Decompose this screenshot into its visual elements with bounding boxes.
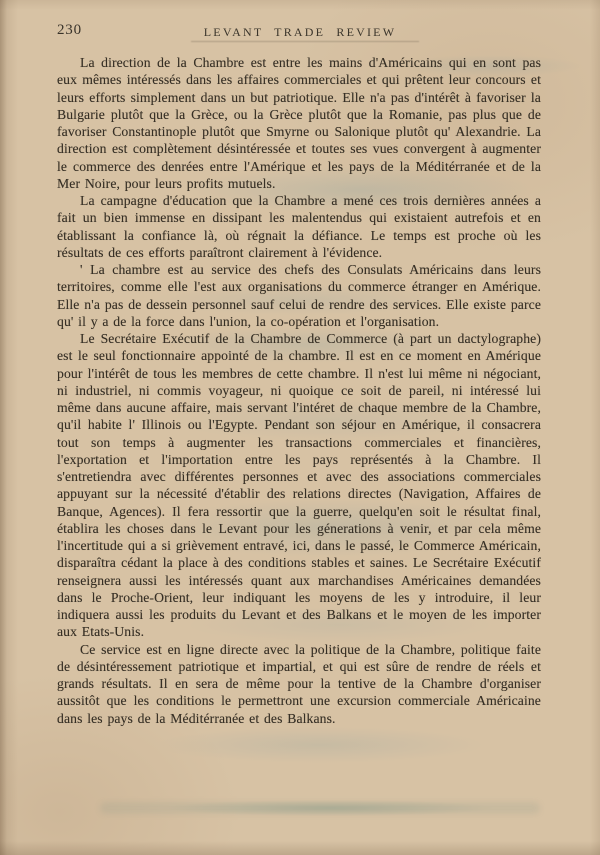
paragraph-2: La campagne d'éducation que la Chambre a mené ces trois dernières années a fait un bien immense en dissipant les malentendus qui existaient autrefois et en établissant la confiance là, où régnait la défiance. Le temps est proche où les résultats de ces efforts paraîtront clairement à l'évidence. [57,193,541,260]
paragraph-1: La direction de la Chambre est entre les mains d'Américains qui en sont pas eux mêmes intéressés dans les affaires commerciales et qui prêtent leur concours et leurs efforts simplement dans un but patriotique. Elle n'a pas d'intérêt à favoriser la Bulgarie plutôt que la Grèce, ou la Grèce plutôt que la Romanie, pas plus que de favoriser Constantinople plutôt que Smyrne ou Salonique plutôt qu' Alexandrie. La direction est complètement désintéressée et toutes ses vues convergent à augmenter le commerce des denrées entre l'Amérique et les pays de la Méditérranée et de la Mer Noire, pour leurs profits mutuels. [57,55,541,191]
paragraph-5: Ce service est en ligne directe avec la politique de la Chambre, politique faite de désintéressement patriotique et impartial, et qui est sûre de rendre de réels et grands résultats. Il en sera de même pour la tentive de la Chambre d'organiser aussitôt que les conditions le permettront une excursion commerciale Américaine dans les pays de la Méditérranée et des Balkans. [57,641,541,726]
paragraph-3: ' La chambre est au service des chefs des Consulats Américains dans leurs territoires, comme elle l'est aux organisations du commerce étranger en Amérique. Elle n'a pas de dessein personnel sauf celui de rendre des services. Elle existe parce qu' il y a de la force dans l'union, la co-opération et l'organisation. [57,262,541,329]
page-number: 230 [57,22,82,38]
running-head-title: LEVANT TRADE REVIEW [203,25,397,39]
paragraph-4: Le Secrétaire Exécutif de la Chambre de Commerce (à part un dactylographe) est le seul fonctionnaire appointé de la chambre. Il est en ce moment en Amérique pour l'intérêt de tous les membres de cette chambre. Il n'est lui même ni négociant, ni industriel, ni commis voyageur, ni quoique ce soit de pareil, ni intéressé lui même dans aucune affaire, mais servant l'intéret de chaque membre de la Chambre, qu'il habite l' Illinois ou l'Egypte. Pendant son séjour en Amérique, il consacrera tout son temps à augmenter les transactions commerciales et financières, l'exportation et l'importation entre les pays représentés à la Chambre. Il s'entretiendra avec différentes personnes et avec des associations commerciales appuyant sur la nécessité d'établir des relations directes (Navigation, Affaires de Banque, Agences). Il fera ressortir que la guerre, quelqu'en soit le résultat final, établira les choses dans le Levant pour les génerations à venir, et par cela même l'incertitude qui a si grièvement entravé, ici, dans le passé, le Commerce Américain, disparaîtra cédant la place à des conditions stables et saines. Le Secrétaire Exécutif renseignera aussi les intéressés quant aux marchandises Américaines demandées dans le Proche-Orient, leur indiquant les moyens de les y introduire, il leur indiquera aussi les produits du Levant et des Balkans et le moyen de les importer aux Etats-Unis. [57,331,541,640]
body-text [57,54,541,727]
header-rule [191,41,419,42]
ink-show-through-stain [100,802,540,814]
